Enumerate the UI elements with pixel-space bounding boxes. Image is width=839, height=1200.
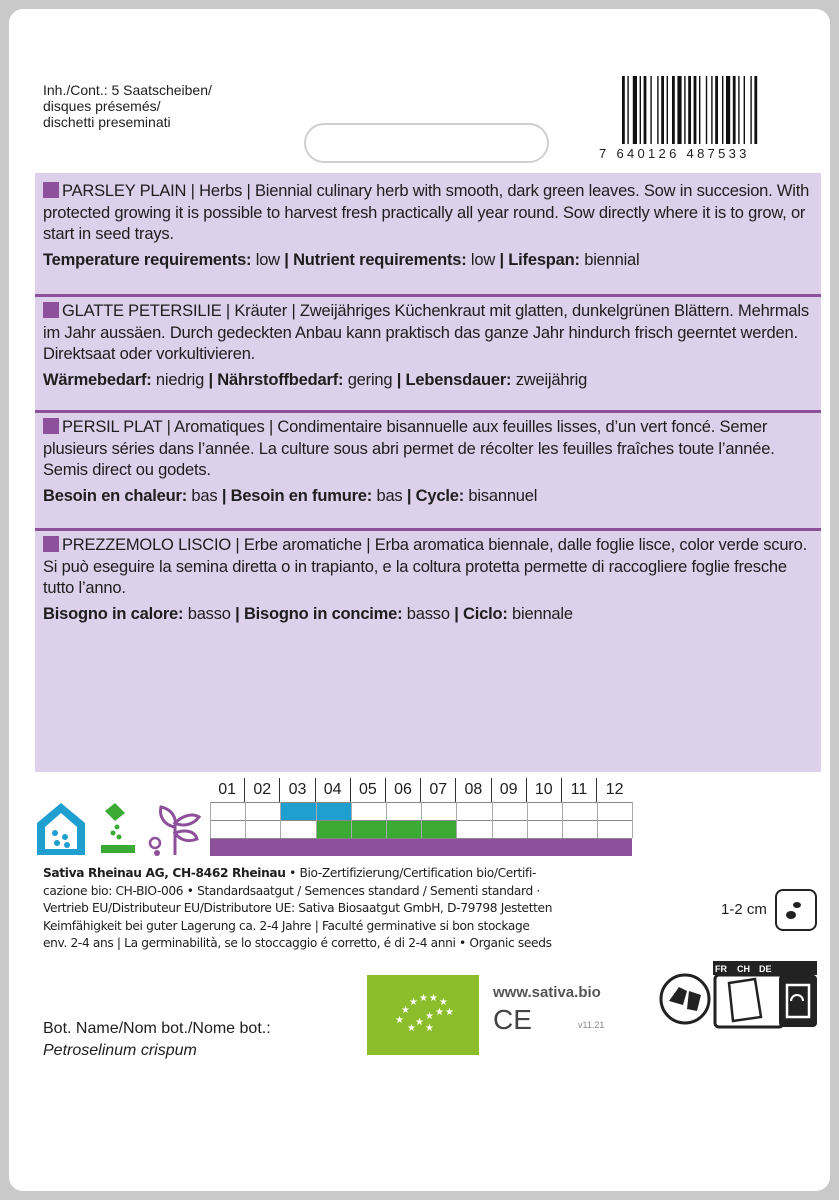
footer-line: • Bio-Zertifizierung/Certification bio/Certifi-	[285, 866, 537, 880]
calendar-row-harvest	[210, 838, 632, 856]
seed-packet-back	[9, 9, 830, 1191]
footer-line: Keimfähigkeit bei guter Lagerung ca. 2-4 Jahre | Faculté germinative si bon stockage	[43, 918, 530, 933]
month-label: 09	[492, 778, 527, 802]
botanical-name	[43, 1018, 271, 1062]
calendar-gridline	[421, 802, 422, 838]
footer-line: env. 2-4 ans | La germinabilità, se lo stoccaggio é corretto, é di 2-4 anni • Organic seeds	[43, 936, 552, 950]
month-label: 05	[351, 778, 386, 802]
requirements-line	[43, 250, 819, 272]
month-label: 06	[386, 778, 421, 802]
req-label: Temperature requirements:	[43, 250, 252, 269]
sowing-depth: 1-2 cm	[721, 901, 767, 918]
svg-text:★: ★	[395, 1015, 404, 1026]
req-value: biennale	[507, 604, 573, 623]
harvest-plant-icon	[150, 807, 199, 856]
svg-text:★: ★	[429, 993, 438, 1004]
req-label: | Besoin en fumure:	[221, 486, 373, 505]
requirements-line	[43, 370, 819, 392]
month-label: 01	[210, 778, 245, 802]
purple-square-icon	[43, 182, 59, 198]
req-value: low	[466, 250, 500, 269]
section-german	[43, 301, 819, 391]
company-info	[43, 865, 643, 953]
botanical-label: Bot. Name/Nom bot./Nome bot.:	[43, 1020, 271, 1037]
month-label: 03	[280, 778, 315, 802]
section-text: PERSIL PLAT | Aromatiques | Condimentaire bisannuelle aux feuilles lisses, d’un vert foncé. Semer plusieurs séries dans l’année. La culture sous abri permet de récolter les feuilles fraîches toute l’année. Semis direct ou godets.	[43, 418, 775, 479]
calendar-gridline	[562, 802, 563, 838]
svg-text:★: ★	[425, 1011, 434, 1022]
req-value: bisannuel	[463, 486, 538, 505]
req-value: low	[251, 250, 285, 269]
packet-bin-icon	[715, 975, 817, 1027]
calendar-gridline	[210, 802, 211, 838]
cultivation-icons	[35, 799, 205, 862]
greenhouse-sowing-icon	[37, 803, 85, 855]
section-italian	[43, 535, 819, 625]
section-divider	[35, 410, 821, 413]
req-value: gering	[343, 370, 397, 389]
section-english	[43, 181, 819, 271]
calendar-gridline	[456, 802, 457, 838]
req-label: | Lifespan:	[499, 250, 580, 269]
svg-text:★: ★	[415, 1017, 424, 1028]
month-label: 02	[245, 778, 280, 802]
req-value: basso	[402, 604, 455, 623]
contents-line-2: disques présemés/	[43, 98, 161, 114]
ce-mark: CE	[493, 1004, 532, 1035]
req-value: bas	[187, 486, 222, 505]
contents-line-1: Inh./Cont.: 5 Saatscheiben/	[43, 82, 212, 98]
hang-hole	[304, 123, 549, 163]
purple-square-icon	[43, 418, 59, 434]
req-label: Wärmebedarf:	[43, 370, 152, 389]
req-label: | Nährstoffbedarf:	[208, 370, 344, 389]
calendar-gridline	[597, 802, 598, 838]
footer-line: cazione bio: CH-BIO-006 • Standardsaatgut / Semences standard / Sementi standard ·	[43, 883, 540, 898]
month-label: 11	[562, 778, 597, 802]
country-labels	[713, 961, 817, 975]
calendar-months	[210, 778, 632, 802]
botanical-latin: Petroselinum crispum	[43, 1042, 197, 1059]
req-label: | Lebensdauer:	[396, 370, 512, 389]
harvest-period	[210, 839, 632, 856]
calendar-gridline	[245, 802, 246, 838]
req-value: bas	[372, 486, 407, 505]
contents-line-3: dischetti preseminati	[43, 114, 171, 130]
calendar-gridline	[351, 802, 352, 838]
svg-text:★: ★	[445, 1007, 454, 1018]
recycling-info	[657, 961, 822, 1036]
calendar-gridline	[527, 802, 528, 838]
website-url: www.sativa.bio	[493, 984, 601, 1001]
calendar-gridline	[280, 802, 281, 838]
label-ch: CH	[737, 964, 750, 974]
calendar-gridline	[492, 802, 493, 838]
purple-square-icon	[43, 302, 59, 318]
svg-text:★: ★	[439, 997, 448, 1008]
req-label: | Cycle:	[406, 486, 464, 505]
svg-text:★: ★	[419, 993, 428, 1004]
purple-square-icon	[43, 536, 59, 552]
svg-text:★: ★	[407, 1023, 416, 1034]
label-fr: FR	[715, 964, 727, 974]
month-label: 12	[605, 781, 624, 798]
month-label: 08	[456, 778, 491, 802]
barcode-number: 7 640126 487533	[599, 146, 750, 161]
svg-text:★: ★	[425, 1023, 434, 1034]
section-french	[43, 417, 819, 507]
triman-icon	[661, 975, 709, 1023]
svg-text:★: ★	[435, 1007, 444, 1018]
version-label: v11.21	[578, 1020, 605, 1030]
req-label: | Bisogno in concime:	[235, 604, 403, 623]
req-label: Besoin en chaleur:	[43, 486, 188, 505]
contents-info	[43, 82, 212, 130]
month-label: 04	[316, 778, 351, 802]
req-value: niedrig	[151, 370, 209, 389]
sowing-calendar	[210, 778, 632, 802]
month-label: 07	[421, 778, 456, 802]
svg-text:★: ★	[401, 1005, 410, 1016]
footer-line: Vertrieb EU/Distributeur EU/Distributore UE: Sativa Biosaatgut GmbH, D-79798 Jestetten	[43, 901, 553, 915]
calendar-gridline	[386, 802, 387, 838]
direct-sowing-icon	[101, 803, 135, 853]
req-value: basso	[183, 604, 236, 623]
eu-organic-leaf-icon	[367, 975, 479, 1055]
req-label: | Ciclo:	[454, 604, 508, 623]
section-text: PREZZEMOLO LISCIO | Erbe aromatiche | Erba aromatica biennale, dalle foglie lisce, color verde scuro. Si può eseguire la semina diretta o in trapianto, e la coltura protetta permette di raccogliere foglie fresche tutto l’anno.	[43, 536, 807, 597]
requirements-line	[43, 604, 819, 626]
req-label: | Nutrient requirements:	[284, 250, 467, 269]
req-value: biennial	[579, 250, 640, 269]
svg-text:★: ★	[409, 997, 418, 1008]
req-value: zweijährig	[511, 370, 588, 389]
requirements-line	[43, 486, 819, 508]
seed-depth-icon	[775, 889, 817, 931]
section-divider	[35, 528, 821, 531]
calendar-gridline	[316, 802, 317, 838]
section-text: PARSLEY PLAIN | Herbs | Biennial culinary herb with smooth, dark green leaves. Sow in succesion. With protected growing it is possible to harvest fresh practically all year round. Sow directly where it is to grow, or start in seed trays.	[43, 182, 810, 243]
req-label: Bisogno in calore:	[43, 604, 184, 623]
description-panel	[35, 173, 821, 772]
month-label: 10	[527, 778, 562, 802]
company-name: Sativa Rheinau AG, CH-8462 Rheinau	[43, 866, 286, 880]
calendar-gridline	[632, 802, 633, 838]
section-text: GLATTE PETERSILIE | Kräuter | Zweijähriges Küchenkraut mit glatten, dunkelgrünen Blättern. Mehrmals im Jahr aussäen. Durch gedeckten Anbau kann praktisch das ganze Jahr hindurch frisch geerntet werden. Direktsaat oder vorkultivieren.	[43, 302, 809, 363]
label-de: DE	[759, 964, 772, 974]
section-divider	[35, 294, 821, 297]
